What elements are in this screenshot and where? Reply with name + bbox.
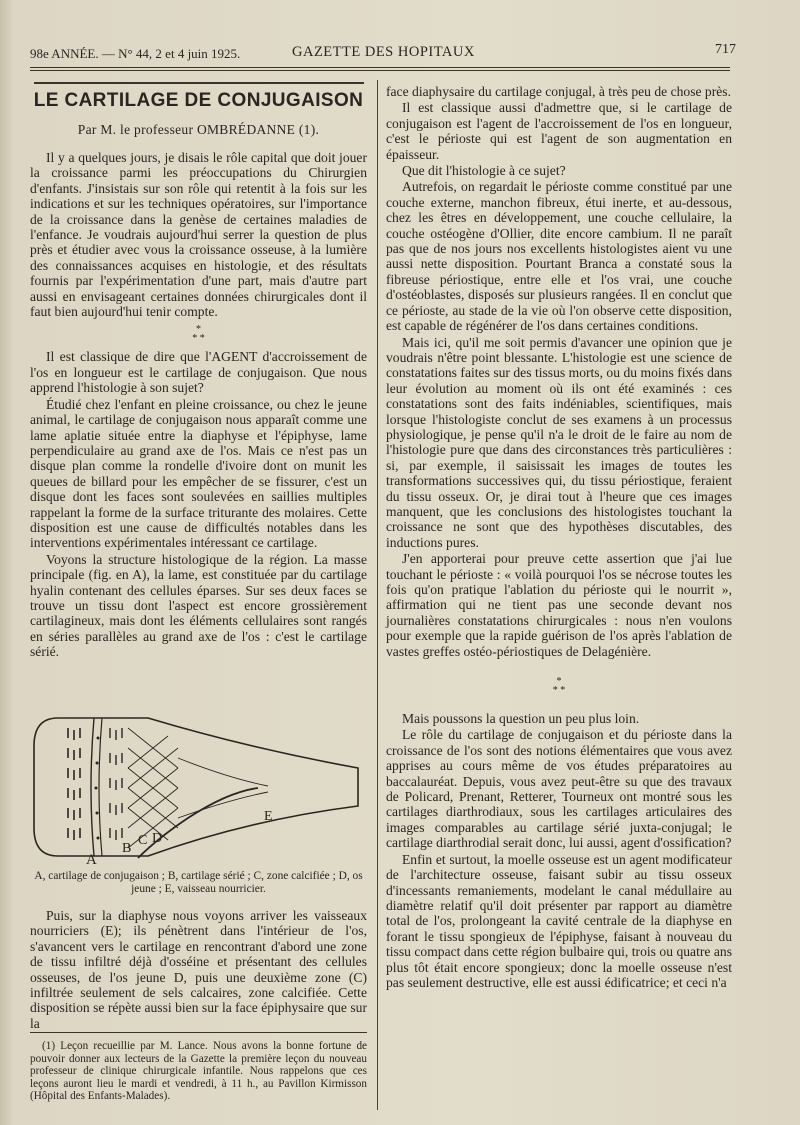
section-separator: * * *	[552, 676, 566, 697]
figure-caption: A, cartilage de conjugaison ; B, cartilage sérié ; C, zone calcifiée ; D, os jeune ; E, vaisseau nourricier.	[34, 870, 363, 895]
paragraph: Étudié chez l'enfant en pleine croissance, ou chez le jeune animal, le cartilage de conjugaison nous apparaît comme une lame aplatie située entre la diaphyse et l'épiphyse, lame perpendiculaire au grand axe de l'os. Mais ce n'est pas un disque plan comme la rondelle d'ivoire dont on munit les queues de billard pour les empêcher de se fissurer, c'est un disque dont les faces sont soulevées en saillies multiples rappelant la forme de la surface triturante des molaires. Cette disposition est une cause de difficultés notables dans les interventions expérimentales intéressant ce cartilage.	[30, 396, 367, 551]
cartilage-figure	[28, 708, 368, 868]
paragraph: Le rôle du cartilage de conjugaison et du périoste dans la croissance de l'os sont des notions élémentaires que vous avez apprises au cours même de vos études préparatoires au baccalauréat. Depuis, vous avez peut-être su que des travaux de Policard, Prenant, Retterer, Tourneux ont montré sous les cartilages diarthrodiaux, sous les cartilages articulaires des images comparables au cartilage sérié juxta-conjugal; le cartilage diarthrodial serait donc, lui aussi, agent d'ossification?	[386, 727, 732, 851]
section-separator: * * *	[192, 324, 205, 345]
cartilage-cells	[68, 728, 80, 840]
paragraph: Enfin et surtout, la moelle osseuse est un agent modificateur de l'architecture osseuse, faisant subir au tissu osseux d'incessants remaniements, modelant le canal médullaire au diamètre relatif qu'il doit présenter par rapport au diamètre total de l'os, prolongeant la cavité centrale de la diaphyse en forant le tissu spongieux de l'épiphyse, faisant à nouveau du tissu compact dans cette région bulbaire qui, trois ou quatre ans plus tôt était encore spongieux; donc la moelle osseuse n'est pas seulement destructive, elle est aussi édificatrice; et ceci n'a	[386, 851, 732, 990]
paragraph: Autrefois, on regardait le périoste comme constitué par une couche externe, manchon fibreux, étui inerte, et au-dessous, chez les êtres en développement, une couche cellulaire, la couche ostéogène d'Ollier, dite encore cambium. Il ne paraît pas que de nos jours nos excellents histologistes aient vu une aussi nette disposition. Pourtant Branca a constaté sous la fibreuse périostique, entre elle et l'os vrai, une couche d'ostéoblastes, disposés sur plusieurs rangées. Il en conclut que ce périoste, au stade de la vie où l'on observe cette disposition, est capable de régénérer de l'os dans certaines conditions.	[386, 179, 732, 334]
header-rule	[30, 67, 730, 68]
column-divider	[377, 80, 378, 1110]
paragraph: Il est classique aussi d'admettre que, si le cartilage de conjugaison est l'agent de l'accroissement de l'os en longueur, c'est le périoste qui est l'agent de son augmentation en épaisseur.	[386, 100, 732, 162]
paragraph: face diaphysaire du cartilage conjugal, à très peu de chose près.	[386, 84, 731, 99]
right-column	[386, 84, 732, 990]
page-header	[30, 40, 736, 64]
figure-label: C	[138, 833, 148, 848]
left-column	[30, 150, 367, 660]
cartilage-plate	[91, 718, 94, 856]
paragraph: Il est classique de dire que l'AGENT d'accroissement de l'os en longueur est le cartilage de conjugaison. Que nous apprend l'histologie à son sujet?	[30, 349, 367, 396]
footnote-text: (1) Leçon recueillie par M. Lance. Nous avons la bonne fortune de pouvoir donner aux lecteurs de la Gazette la première leçon du nouveau professeur de clinique chirurgicale infantile. Nous rappelons que ces leçons auront lieu le mardi et vendredi, à 11 h., au Pavillon Kirmisson (Hôpital des Enfants-Malades).	[30, 1040, 367, 1103]
paragraph: Que dit l'histologie à ce sujet?	[402, 163, 566, 179]
bone-outline	[34, 718, 358, 856]
paragraph: Mais poussons la question un peu plus loin.	[402, 711, 640, 727]
page-number: 717	[715, 42, 736, 57]
title-rule	[34, 82, 364, 84]
footnote-rule	[30, 1032, 367, 1033]
figure-label: B	[122, 841, 132, 856]
paragraph: Puis, sur la diaphyse nous voyons arriver les vaisseaux nourriciers (E); ils pénètrent dans l'intérieur de l'os, s'avancent vers le cartilage en rencontrant d'abord une zone de tissu infiltré déjà d'osséine et présentant des cellules osseuses, de l'os jeune D, puis une deuxième zone (C) infiltrée seulement de sels calcaires, zone calcifiée. Cette disposition se répète aussi bien sur la face épiphysaire que sur la	[30, 908, 367, 1031]
paragraph: Il y a quelques jours, je disais le rôle capital que doit jouer la croissance parmi les préoccupations du Chirurgien d'enfants. J'insistais sur son rôle qui retentit à la fois sur les indications et sur les techniques opératoires, sur l'importance de la croissance dans la genèse de certaines maladies de l'enfance. Je voudrais aujourd'hui serrer la question de plus près et étudier avec vous la croissance osseuse, à la lumière des connaissances acquises en histologie, et des résultats fournis par l'expérimentation d'une part, mais d'autre part aussi en envisageant certaines données chirurgicales dont il faut bien aujourd'hui tenir compte.	[30, 150, 367, 320]
figure-label: D	[152, 831, 163, 846]
article-title: LE CARTILAGE DE CONJUGAISON	[33, 90, 364, 111]
issue-info: 98e ANNÉE. — N° 44, 2 et 4 juin 1925.	[30, 46, 241, 61]
paragraph: J'en apporterai pour preuve cette assertion que j'ai lue touchant le périoste : « voilà pourquoi l'os se nécrose toutes les fois qu'on pratique l'ablation du périoste qui le nourrit », affirmation qui ne tient pas une seconde devant nos journalières constatations chirurgicales : nous n'en voulons pour exemple que la rapide guérison de l'os après l'ablation de vastes greffes ostéo-périostiques de Delagénière.	[386, 551, 732, 659]
left-column-continued	[30, 908, 367, 1031]
footnote	[30, 1040, 367, 1103]
figure-label: A	[86, 852, 97, 868]
article-byline: Par M. le professeur OMBRÉDANNE (1).	[77, 122, 320, 137]
paragraph: Mais ici, qu'il me soit permis d'avancer une opinion que je voudrais n'être point blessante. L'histologie est une science de constatations faites sur des tissus morts, ou du moins fixés dans leur évolution au moment où ils ont été examinés : ces constatations sont des faits indéniables, scientifiques, mais lorsque l'histologiste conclut de ses examens à un processus physiologique, je pense qu'il n'a le droit de le faire au nom de l'histologie pure que dans des circonstances très particulières : si, par exemple, il saisissait les images de toutes les transformations successives qui, du tissu périostique, feraient du tissu osseux. Or, je dirai tout à l'heure que ces images manquent, que les conclusions des histologistes touchant la croissance ne sont que des hypothèses discutables, des inductions pures.	[386, 334, 732, 550]
journal-name: GAZETTE DES HOPITAUX	[292, 44, 475, 60]
paragraph: Voyons la structure histologique de la région. La masse principale (fig. en A), la lame, est constituée par du cartilage hyalin contenant des cellules éparses. Sur ses deux faces se trouve un tissu dont l'aspect est encore grossièrement cartilagineux, mais dont les éléments cellulaires sont rangés en séries parallèles au grand axe de l'os : c'est le cartilage sérié.	[30, 551, 367, 660]
figure-label: E	[264, 809, 273, 824]
header-rule-2	[30, 70, 730, 71]
